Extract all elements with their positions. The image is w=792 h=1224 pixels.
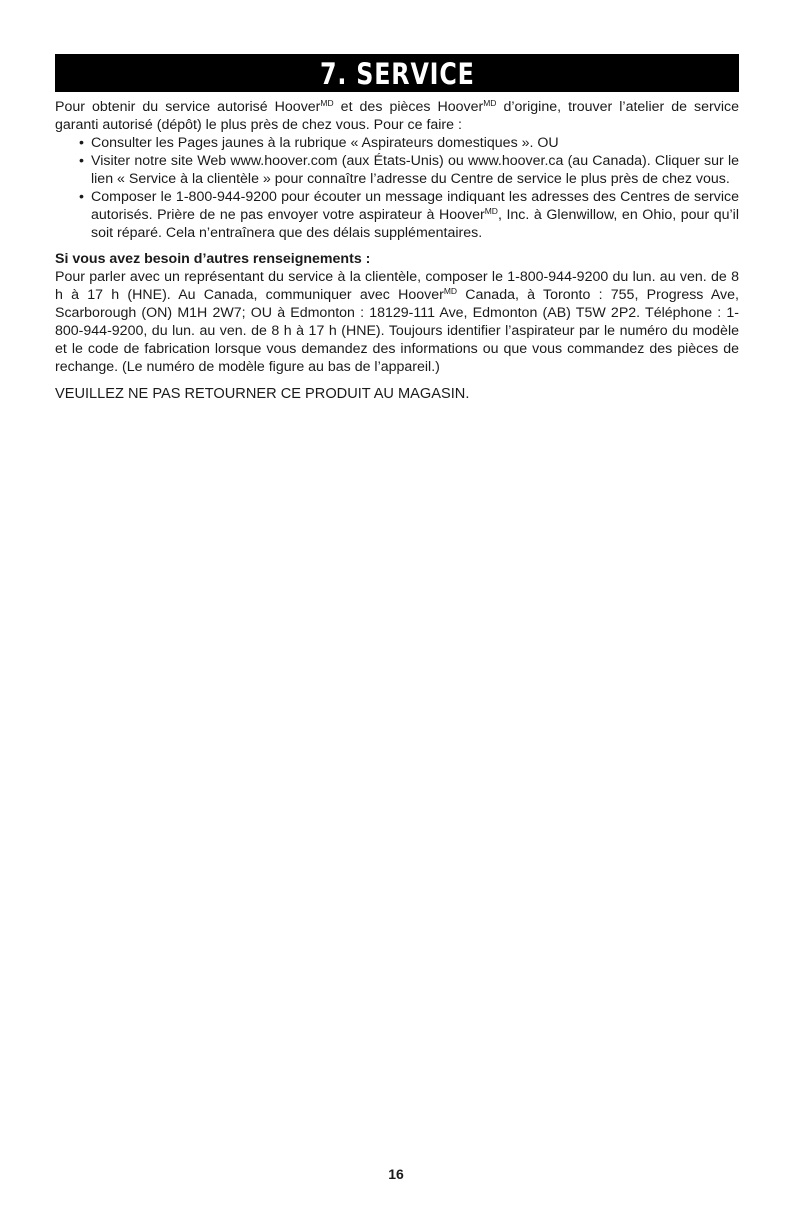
list-item-text: Visiter notre site Web www.hoover.com (aux États-Unis) ou www.hoover.ca (au Canada). Cliquer sur le lien « Service à la clientèle » pour connaître l’adresse du Centre de service le plus près de chez vous. (91, 153, 739, 187)
list-item-text: , Inc. à Glenwillow, en Ohio, pour qu’il soit réparé. Cela n’entraînera que des délais supplémentaires. (91, 207, 739, 241)
page-content (55, 54, 739, 404)
list-item (79, 152, 739, 188)
list-item (79, 188, 739, 242)
trademark-md: MD (443, 286, 458, 296)
intro-text-2: et des pièces Hoover (333, 99, 484, 115)
more-info-text-2: Canada, à Toronto : 755, Progress Ave, Scarborough (ON) M1H 2W7; OU à Edmonton : 18129-111 Ave, Edmonton (AB) T5W 2P2. Téléphone : 1-800-944-9200, du lun. au ven. de 8 h à 17 h (HNE). Toujours identifier l’aspirateur par le numéro du modèle et le code de fabrication lorsque vous demandez des informations ou que vous commandez des pièces de rechange. (Le numéro de modèle figure au bas de l’appareil.) (55, 287, 739, 375)
section-title-bar (55, 54, 739, 92)
list-item-text: Consulter les Pages jaunes à la rubrique « Aspirateurs domestiques ». OU (91, 135, 559, 151)
intro-text-1: Pour obtenir du service autorisé Hoover (55, 99, 321, 115)
list-item-text: Composer le 1-800-944-9200 pour écouter un message indiquant les adresses des Centres de service autorisés. Prière de ne pas envoyer votre aspirateur à Hoover (91, 189, 739, 223)
intro-paragraph (55, 98, 739, 134)
service-options-list (55, 134, 739, 242)
list-item (79, 134, 739, 152)
section-title: 7. SERVICE (319, 57, 475, 91)
closing-notice: VEUILLEZ NE PAS RETOURNER CE PRODUIT AU MAGASIN. (55, 386, 470, 402)
page-number: 16 (388, 1166, 404, 1182)
trademark-md: MD (484, 206, 498, 216)
more-info-heading: Si vous avez besoin d’autres renseignements : (55, 251, 371, 267)
more-info-paragraph (55, 268, 739, 376)
more-info-text-1: Pour parler avec un représentant du service à la clientèle, composer le 1-800-944-9200 du lun. au ven. de 8 h à 17 h (HNE). Au Canada, communiquer avec Hoover (55, 269, 739, 303)
trademark-md: MD (483, 98, 497, 108)
trademark-md: MD (320, 98, 334, 108)
intro-text-3: d’origine, trouver l’atelier de service garanti autorisé (dépôt) le plus près de chez vous. Pour ce faire : (55, 99, 739, 133)
